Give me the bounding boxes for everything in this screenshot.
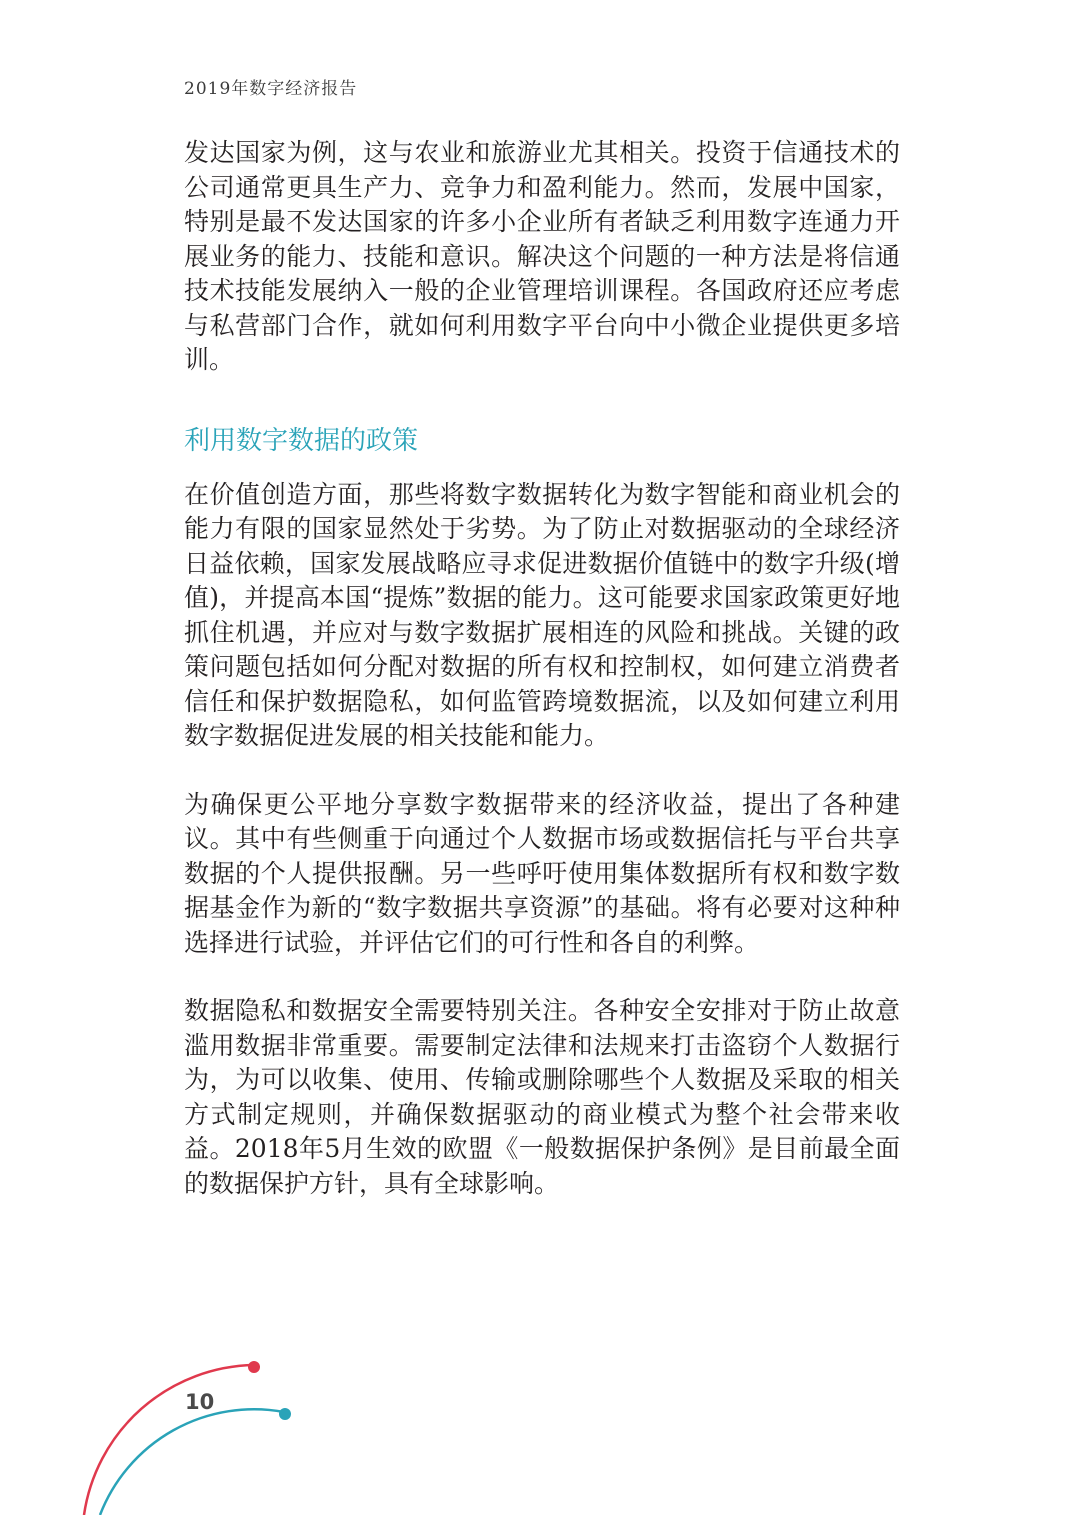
page-body [184,136,900,1201]
running-header: 2019年数字经济报告 [184,79,358,99]
page-number: 10 [185,1390,215,1414]
red-arc-dot [248,1361,260,1373]
teal-arc-dot [279,1408,291,1420]
section-heading: 利用数字数据的政策 [184,425,419,456]
page-corner-arcs [0,1330,320,1515]
section-paragraph-3: 数据隐私和数据安全需要特别关注。各种安全安排对于防止故意滥用数据非常重要。需要制定法律和法规来打击盗窃个人数据行为，为可以收集、使用、传输或删除哪些个人数据及采取的相关方式制定规则，并确保数据驱动的商业模式为整个社会带来收益。2018年5月生效的欧盟《一般数据保护条例》是目前最全面的数据保护方针，具有全球影响。 [184,996,900,1198]
section-paragraph-2: 为确保更公平地分享数字数据带来的经济收益，提出了各种建议。其中有些侧重于向通过个人数据市场或数据信托与平台共享数据的个人提供报酬。另一些呼吁使用集体数据所有权和数字数据基金作为新的“数字数据共享资源”的基础。将有必要对这种种选择进行试验，并评估它们的可行性和各自的利弊。 [184,789,900,957]
teal-arc [100,1409,284,1515]
intro-paragraph: 发达国家为例，这与农业和旅游业尤其相关。投资于信通技术的公司通常更具生产力、竞争力和盈利能力。然而，发展中国家，特别是最不发达国家的许多小企业所有者缺乏利用数字连通力开展业务的能力、技能和意识。解决这个问题的一种方法是将信通技术技能发展纳入一般的企业管理培训课程。各国政府还应考虑与私营部门合作，就如何利用数字平台向中小微企业提供更多培训。 [184,138,900,374]
section-paragraph-1: 在价值创造方面，那些将数字数据转化为数字智能和商业机会的能力有限的国家显然处于劣势。为了防止对数据驱动的全球经济日益依赖，国家发展战略应寻求促进数据价值链中的数字升级(增值)，并提高本国“提炼”数据的能力。这可能要求国家政策更好地抓住机遇，并应对与数字数据扩展相连的风险和挑战。关键的政策问题包括如何分配对数据的所有权和控制权，如何建立消费者信任和保护数据隐私，如何监管跨境数据流，以及如何建立利用数字数据促进发展的相关技能和能力。 [184,479,900,750]
